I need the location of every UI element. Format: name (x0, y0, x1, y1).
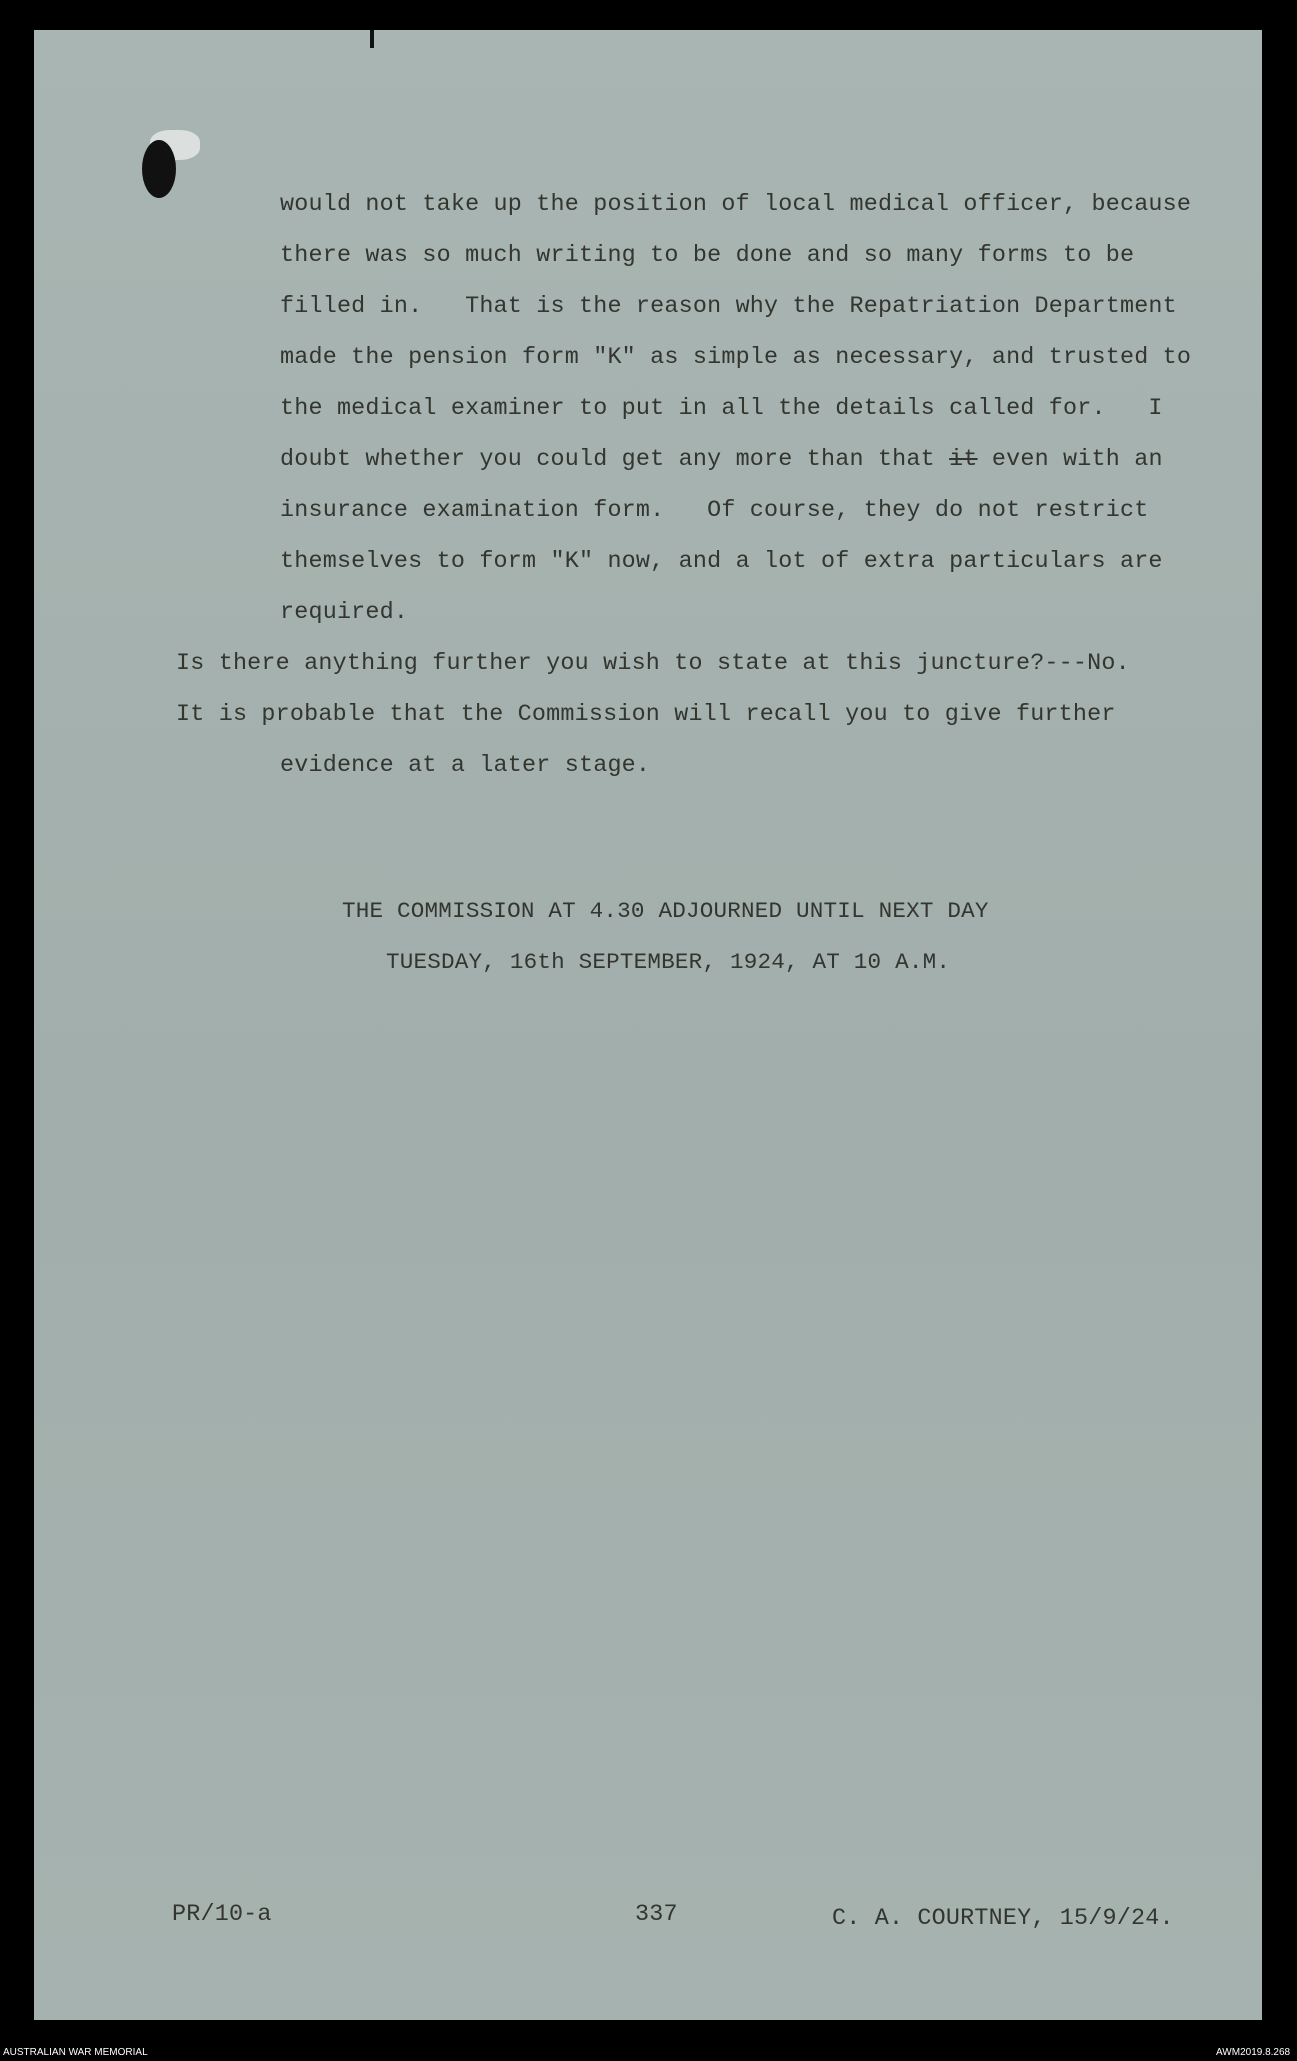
footer-page-number: 337 (635, 1902, 678, 1928)
struck-out-word: it (949, 447, 978, 473)
question-line: Is there anything further you wish to state at this juncture?---No. (176, 651, 1130, 677)
footer-reporter-date: C. A. COURTNEY, 15/9/24. (832, 1906, 1174, 1932)
closing-line-2: evidence at a later stage. (280, 753, 651, 779)
answer-line-6-end: even with an (991, 447, 1163, 473)
adjournment-line-2: TUESDAY, 16th SEPTEMBER, 1924, AT 10 A.M. (386, 949, 951, 975)
footer-reference: PR/10-a (172, 1902, 272, 1928)
staple-mark (370, 30, 374, 48)
answer-line-4: made the pension form "K" as simple as necessary, and trusted to (280, 345, 1192, 371)
answer-line-6 (280, 449, 1163, 472)
archive-caption-left: AUSTRALIAN WAR MEMORIAL (3, 2047, 148, 2058)
answer-line-7: insurance examination form. Of course, they do not restrict (280, 498, 1149, 524)
closing-line-1: It is probable that the Commission will recall you to give further (176, 702, 1116, 728)
answer-line-2: there was so much writing to be done and so many forms to be (280, 243, 1135, 269)
answer-line-9: required. (280, 600, 409, 626)
punch-hole (142, 140, 176, 198)
answer-line-5: the medical examiner to put in all the details called for. I (280, 396, 1163, 422)
answer-line-1: would not take up the position of local medical officer, because (280, 192, 1192, 218)
answer-line-8: themselves to form "K" now, and a lot of extra particulars are (280, 549, 1163, 575)
adjournment-line-1: THE COMMISSION AT 4.30 ADJOURNED UNTIL NEXT DAY (342, 898, 989, 924)
answer-line-3: filled in. That is the reason why the Repatriation Department (280, 294, 1177, 320)
archive-caption-right: AWM2019.8.268 (1216, 2047, 1291, 2058)
document-sheet (34, 30, 1262, 2020)
answer-line-6-start: doubt whether you could get any more than that (280, 447, 935, 473)
